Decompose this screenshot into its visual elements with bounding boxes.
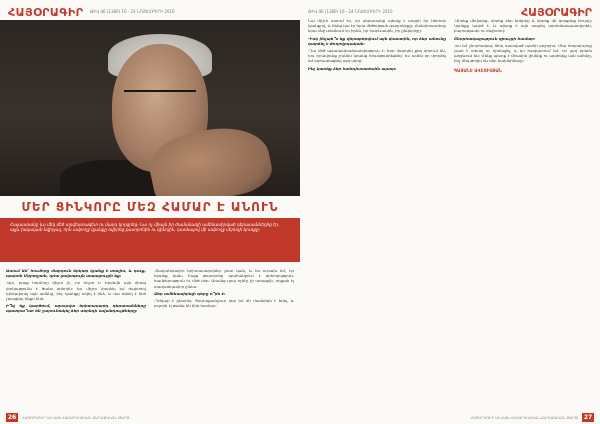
paragraph: -Իսկ ինչպե՞ս եք վերաբերվում այն փաստին, որ ձեր անունը դարձել է ժողովրդական։: [308, 35, 446, 46]
page-number-right: 27: [583, 414, 593, 421]
page-number-left: 26: [7, 414, 17, 421]
right-column-2: [454, 18, 592, 73]
footer-left: ՀԱՅՕՐԱԳԻՐ ԱՆԿԱԽ ՀԱՍԱՐԱԿԱԿԱՆ-ՔԱՂԱՔԱԿԱՆ ԹԵՐԹ: [22, 416, 130, 420]
paragraph: Ձեր ամենասիրելի դերը ո՞րն է։: [154, 290, 226, 296]
paragraph: Ինչ կասեք ձեր հանդիսատեսին այսօր։: [308, 65, 397, 71]
paragraph: -Տաղանդավոր երիտասարդներ շատ կան, և ես ուրախ եմ, որ նրանք կան։ Բայց թատրոնը պահանջում է զոհողություն, համբերություն ու մեծ սեր։ Առանց դրա ոչինչ չի ստացվի, որքան էլ տաղանդավոր լինես։: [154, 268, 294, 289]
paragraph: -Դժվար է ընտրել։ Յուրաքանչյուր դեր իմ մի մասնիկն է եղել, և բոլորն էլ թանկ են ինձ համար։: [154, 298, 294, 309]
paragraph: -Այո, բայց հումորը միշտ չէ, որ հեշտ է։ Երբեմն այն միակ փրկությունն է ծանր օրերին։ Ես միշտ փորձել եմ ժպիտով դիմավորել այն ամենը, ինչ կյանքը տվել է ինձ, և դա օգնել է ինձ չկորցնել ինքս ինձ։: [6, 280, 146, 302]
left-column-2: [154, 268, 294, 316]
paragraph: Նա միշտ ասում էր, որ դերասանը պետք է ապրի իր հերոսի կյանքով, և հենց դա էր նրա մեծության գաղտնիքը։ Հանդիսատեսը նրա մեջ տեսնում էր իրեն, իր հարևանին, իր ընկերոջը։: [308, 18, 446, 34]
left-column-1: [6, 268, 146, 316]
right-page: [300, 0, 600, 424]
right-columns: [308, 18, 592, 73]
paragraph: Ի՞նչ եք կարծում, այսօրվա երիտասարդ դերասանները պատրա՞ստ են շարունակել ձեր սերնդի ավանդույթները։: [6, 303, 146, 314]
issue-info-right: ԹԻՎ 46 (1380) 16 - 24 ՆՈՅԵՄԲԵՐԻ 2010: [308, 9, 393, 14]
paragraph: -Ես եմ շնորհակալ։ Թող աստված պահի բոլորիս։ Մեր ժողովուրդը շատ է տեսել ու դիմացել, և ես հավատում եմ, որ լավ օրերն առջևում են։ Մենք պետք է միասին լինենք ու պահենք այն ամենը, ինչ մեզ թողել են մեր նախնիները։: [454, 42, 592, 64]
paragraph: Շնորհակալություն զրույցի համար։: [454, 35, 536, 41]
photo-glasses: [124, 90, 196, 108]
issue-info-left: ԹԻՎ 46 (1380) 16 - 24 ՆՈՅԵՄԲԵՐԻ 2010: [90, 9, 175, 14]
masthead-left: ՀԱՅՕՐԱԳԻՐ: [8, 6, 84, 19]
left-columns: [6, 268, 294, 316]
paragraph: -Սիրեք միմյանց, սիրեք ձեր երկիրը և երբեք մի կորցրեք հույսը։ Կյանքը կարճ է, և պետք է այն ապրել արժանապատվորեն, բարությամբ ու ժպիտով։: [454, 18, 592, 34]
article-lead: [0, 218, 300, 262]
paragraph: Ասում են՝ հումորը մարդուն երկար կյանք է տալիս, և դուք, պարոն Մկրտչյան, դրա լավագույն ապացույցն եք։: [6, 268, 146, 279]
paragraph: -Դա մեծ պատասխանատվություն է։ Երբ մարդիկ քեզ սիրում են, դու իրավունք չունես նրանց հիասթափեցնել։ Ես ամեն օր փորձել եմ արդարացնել այդ սերը։: [308, 48, 446, 64]
lead-text: Հայաստանը ևս մեկ մեծ արվեստագետ ու մարդ կորցրեց։ Նա ոչ միայն իր ժամանակի ամենասիրված դերասաններից էր, այլև իսկական նվիրյալ, որն ամբողջ կյանքը նվիրեց թատրոնին ու կինոյին, դառնալով մի ամբողջ սերնդի կուռքը։: [10, 222, 280, 233]
right-column-1: [308, 18, 446, 73]
masthead-right: ՀԱՅՕՐԱԳԻՐ: [521, 6, 592, 19]
article-title: ՄԵՐ ՑԻՆԿՈՐԸ ՄԵԶ ՀԱՄԱՐ Է ԱՆՈՒՆ: [21, 200, 279, 214]
portrait-photo: [0, 20, 300, 196]
author-signature: ԳԱՅԱՆԵ ԱՎԵՏԻՍՅԱՆ: [454, 67, 502, 73]
footer-right: ՀԱՅՕՐԱԳԻՐ ԱՆԿԱԽ ՀԱՍԱՐԱԿԱԿԱՆ-ՔԱՂԱՔԱԿԱՆ ԹԵՐԹ: [470, 416, 578, 420]
